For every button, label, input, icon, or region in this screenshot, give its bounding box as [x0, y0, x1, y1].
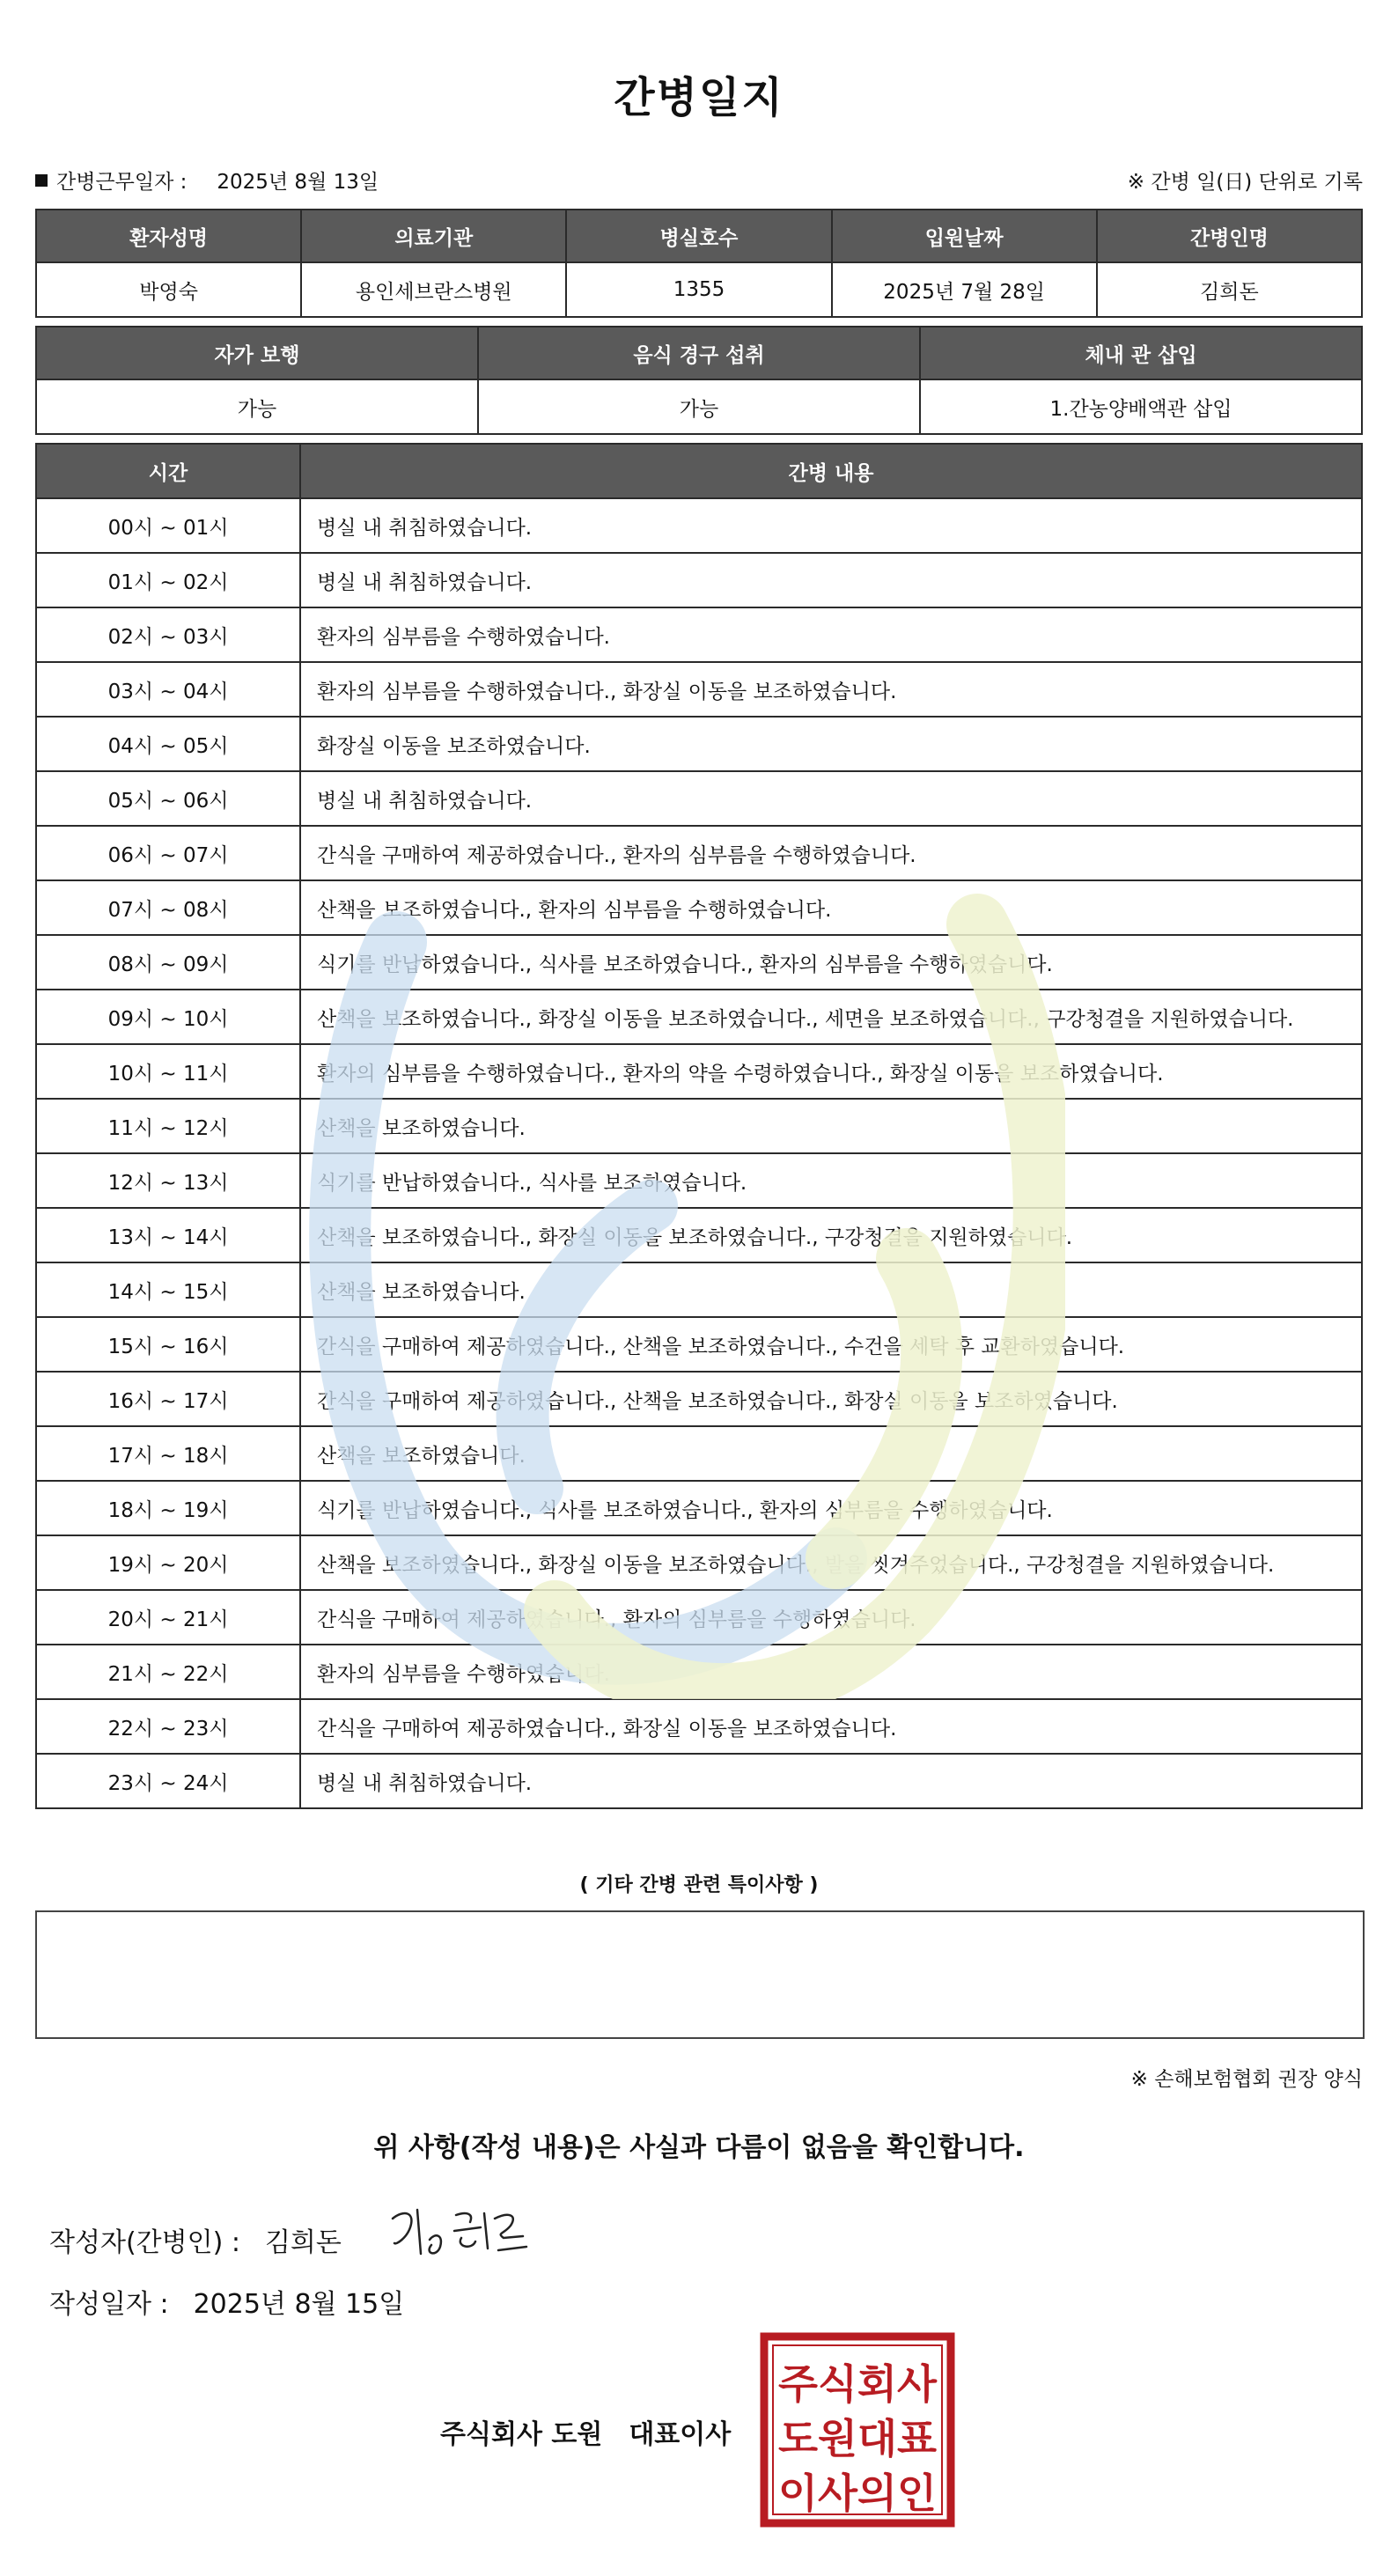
table-row: [36, 1044, 1362, 1099]
table-row: [36, 553, 1362, 607]
log-time: 03시 ~ 04시: [36, 662, 300, 717]
log-content: 식기를 반납하였습니다., 식사를 보조하였습니다.: [300, 1153, 1362, 1208]
log-header-content: 간병 내용: [300, 444, 1362, 498]
special-notes-box: [35, 1910, 1365, 2039]
table-row: [36, 1153, 1362, 1208]
patient-info-table: [35, 209, 1363, 318]
caregiver-name: 김희돈: [1097, 262, 1362, 317]
company-name: 주식회사 도원: [440, 2419, 603, 2450]
log-time: 17시 ~ 18시: [36, 1426, 300, 1481]
log-time: 06시 ~ 07시: [36, 826, 300, 880]
writer-row: [49, 2220, 342, 2259]
square-bullet-icon: [35, 174, 48, 187]
care-log-table: [35, 443, 1363, 1809]
table-row: [36, 990, 1362, 1044]
log-time: 09시 ~ 10시: [36, 990, 300, 1044]
log-time: 21시 ~ 22시: [36, 1645, 300, 1699]
seal-text-line: 도원대표: [778, 2415, 938, 2462]
seal-text-line: 주식회사: [778, 2360, 938, 2408]
log-time: 22시 ~ 23시: [36, 1699, 300, 1754]
log-content: 산책을 보조하였습니다.: [300, 1426, 1362, 1481]
log-content: 간식을 구매하여 제공하였습니다., 환자의 심부름을 수행하였습니다.: [300, 1590, 1362, 1645]
table-row: [36, 607, 1362, 662]
log-time: 15시 ~ 16시: [36, 1317, 300, 1372]
table-row: [36, 1699, 1362, 1754]
writer-name: 김희돈: [264, 2227, 342, 2258]
handwritten-signature: [386, 2192, 535, 2271]
table-row: [36, 1099, 1362, 1153]
table-row: [36, 826, 1362, 880]
log-time: 16시 ~ 17시: [36, 1372, 300, 1426]
log-time: 19시 ~ 20시: [36, 1535, 300, 1590]
ceo-title: 대표이사: [629, 2419, 732, 2450]
table-row: [36, 1535, 1362, 1590]
log-content: 산책을 보조하였습니다., 화장실 이동을 보조하였습니다., 발을 씻겨주었습니다., 구강청결을 지원하였습니다.: [300, 1535, 1362, 1590]
table-row: [36, 717, 1362, 771]
log-time: 07시 ~ 08시: [36, 880, 300, 935]
walking-status: 가능: [36, 379, 478, 434]
log-content: 환자의 심부름을 수행하였습니다., 환자의 약을 수령하였습니다., 화장실 이동을 보조하였습니다.: [300, 1044, 1362, 1099]
log-header-time: 시간: [36, 444, 300, 498]
hospital-name: 용인세브란스병원: [301, 262, 566, 317]
log-content: 병실 내 취침하였습니다.: [300, 498, 1362, 553]
written-date-label: 작성일자 :: [49, 2289, 169, 2320]
log-content: 간식을 구매하여 제공하였습니다., 환자의 심부름을 수행하였습니다.: [300, 826, 1362, 880]
table-row: [36, 1590, 1362, 1645]
confirmation-statement: 위 사항(작성 내용)은 사실과 다름이 없음을 확인합니다.: [373, 2132, 1025, 2163]
log-content: 간식을 구매하여 제공하였습니다., 산책을 보조하였습니다., 수건을 세탁 후 교환하였습니다.: [300, 1317, 1362, 1372]
table-row: [36, 880, 1362, 935]
log-content: 산책을 보조하였습니다., 화장실 이동을 보조하였습니다., 세면을 보조하였습니다., 구강청결을 지원하였습니다.: [300, 990, 1362, 1044]
status-header: 자가 보행: [36, 327, 478, 379]
table-row: [36, 1262, 1362, 1317]
admission-date: 2025년 7월 28일: [832, 262, 1097, 317]
log-time: 04시 ~ 05시: [36, 717, 300, 771]
document-title: 간병일지: [614, 73, 784, 122]
log-content: 병실 내 취침하였습니다.: [300, 1754, 1362, 1808]
table-row: [36, 1317, 1362, 1372]
log-content: 산책을 보조하였습니다., 환자의 심부름을 수행하였습니다.: [300, 880, 1362, 935]
tube-insertion-status: 1.간농양배액관 삽입: [920, 379, 1362, 434]
log-time: 23시 ~ 24시: [36, 1754, 300, 1808]
log-time: 11시 ~ 12시: [36, 1099, 300, 1153]
info-header: 입원날짜: [832, 210, 1097, 262]
table-row: [36, 1372, 1362, 1426]
log-content: 환자의 심부름을 수행하였습니다.: [300, 1645, 1362, 1699]
company-line: [440, 2412, 731, 2451]
table-row: [36, 935, 1362, 990]
form-note: ※ 손해보험협회 권장 양식: [1130, 2068, 1363, 2091]
status-header: 음식 경구 섭취: [478, 327, 920, 379]
info-header: 의료기관: [301, 210, 566, 262]
table-row: [36, 771, 1362, 826]
log-content: 간식을 구매하여 제공하였습니다., 화장실 이동을 보조하였습니다.: [300, 1699, 1362, 1754]
log-time: 10시 ~ 11시: [36, 1044, 300, 1099]
patient-name: 박영숙: [36, 262, 301, 317]
log-time: 08시 ~ 09시: [36, 935, 300, 990]
log-content: 병실 내 취침하였습니다.: [300, 553, 1362, 607]
table-row: [36, 1754, 1362, 1808]
oral-intake-status: 가능: [478, 379, 920, 434]
log-content: 간식을 구매하여 제공하였습니다., 산책을 보조하였습니다., 화장실 이동을 보조하였습니다.: [300, 1372, 1362, 1426]
company-seal-stamp: [759, 2331, 956, 2528]
work-date-row: [35, 166, 379, 195]
table-row: [36, 1208, 1362, 1262]
log-time: 13시 ~ 14시: [36, 1208, 300, 1262]
patient-status-table: [35, 326, 1363, 435]
written-date-value: 2025년 8월 15일: [193, 2289, 405, 2320]
room-number: 1355: [566, 262, 831, 317]
log-time: 00시 ~ 01시: [36, 498, 300, 553]
info-header: 환자성명: [36, 210, 301, 262]
table-row: [36, 662, 1362, 717]
log-content: 환자의 심부름을 수행하였습니다., 화장실 이동을 보조하였습니다.: [300, 662, 1362, 717]
table-row: [36, 1481, 1362, 1535]
log-time: 02시 ~ 03시: [36, 607, 300, 662]
log-time: 14시 ~ 15시: [36, 1262, 300, 1317]
special-notes-title: ( 기타 간병 관련 특이사항 ): [579, 1874, 819, 1896]
table-row: [36, 1426, 1362, 1481]
log-content: 산책을 보조하였습니다.: [300, 1262, 1362, 1317]
info-header: 병실호수: [566, 210, 831, 262]
log-time: 01시 ~ 02시: [36, 553, 300, 607]
log-content: 산책을 보조하였습니다.: [300, 1099, 1362, 1153]
log-time: 20시 ~ 21시: [36, 1590, 300, 1645]
record-note: ※ 간병 일(日) 단위로 기록: [1127, 171, 1363, 194]
log-content: 산책을 보조하였습니다., 화장실 이동을 보조하였습니다., 구강청결을 지원하였습니다.: [300, 1208, 1362, 1262]
work-date-label: 간병근무일자 :: [56, 171, 188, 194]
info-header: 간병인명: [1097, 210, 1362, 262]
status-header: 체내 관 삽입: [920, 327, 1362, 379]
log-content: 화장실 이동을 보조하였습니다.: [300, 717, 1362, 771]
log-time: 18시 ~ 19시: [36, 1481, 300, 1535]
work-date-value: 2025년 8월 13일: [217, 171, 379, 194]
writer-label: 작성자(간병인) :: [49, 2227, 240, 2258]
log-content: 식기를 반납하였습니다., 식사를 보조하였습니다., 환자의 심부름을 수행하였습니다.: [300, 935, 1362, 990]
written-date-row: [49, 2282, 404, 2321]
seal-text-line: 이사의인: [778, 2469, 937, 2517]
table-row: [36, 498, 1362, 553]
log-time: 05시 ~ 06시: [36, 771, 300, 826]
log-content: 환자의 심부름을 수행하였습니다.: [300, 607, 1362, 662]
log-content: 식기를 반납하였습니다., 식사를 보조하였습니다., 환자의 심부름을 수행하였습니다.: [300, 1481, 1362, 1535]
log-content: 병실 내 취침하였습니다.: [300, 771, 1362, 826]
log-time: 12시 ~ 13시: [36, 1153, 300, 1208]
table-row: [36, 1645, 1362, 1699]
